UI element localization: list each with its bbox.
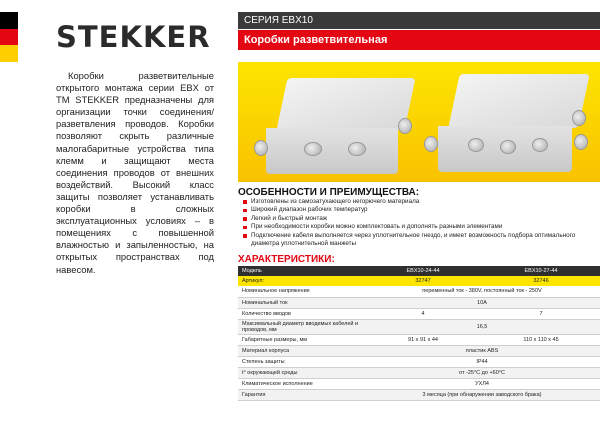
row-value: 7 bbox=[482, 308, 600, 319]
table-row bbox=[238, 345, 600, 356]
row-value: пластик ABS bbox=[364, 345, 600, 356]
article-value: 32747 bbox=[364, 276, 482, 286]
characteristics-title: ХАРАКТЕРИСТИКИ: bbox=[238, 254, 335, 265]
row-value: 10A bbox=[364, 297, 600, 308]
article-row bbox=[238, 276, 600, 286]
table-row bbox=[238, 297, 600, 308]
feature-item: Подключение кабеля выполняется через уплотнительное гнездо, и имеет возможность подбора оптимального диаметра уплотнительной манжеты bbox=[242, 232, 597, 249]
series-label: СЕРИЯ EBX10 bbox=[238, 12, 600, 29]
product-title: Коробки разветвительная bbox=[238, 30, 600, 50]
row-value: 91 x 91 x 44 bbox=[364, 334, 482, 345]
table-row bbox=[238, 389, 600, 400]
features-title: ОСОБЕННОСТИ И ПРЕИМУЩЕСТВА: bbox=[238, 187, 420, 198]
feature-item: Легкий и быстрый монтаж bbox=[242, 215, 597, 223]
row-label: Материал корпуса bbox=[238, 345, 364, 356]
product-photo bbox=[238, 62, 600, 182]
junction-box-image bbox=[248, 78, 418, 183]
feature-item: Широкий диапазон рабочих температур bbox=[242, 206, 597, 214]
junction-box-image bbox=[414, 74, 594, 182]
row-label: Гарантия bbox=[238, 389, 364, 400]
header-cell: EBX10-24-44 bbox=[364, 266, 482, 276]
row-value: УХЛ4 bbox=[364, 378, 600, 389]
row-value: 16,5 bbox=[364, 319, 600, 334]
specifications-table bbox=[238, 266, 600, 401]
row-label: Степень защиты bbox=[238, 356, 364, 367]
table-header-row bbox=[238, 266, 600, 276]
row-value: переменный ток - 380V, постоянный ток - 250V bbox=[364, 286, 600, 297]
table-row bbox=[238, 286, 600, 297]
row-label: Номинальный ток bbox=[238, 297, 364, 308]
header-cell: Модель bbox=[238, 266, 364, 276]
row-value: 4 bbox=[364, 308, 482, 319]
table-row bbox=[238, 378, 600, 389]
table-row bbox=[238, 356, 600, 367]
brand-logo: STEKKER bbox=[56, 20, 211, 54]
row-label: Габаритные размеры, мм bbox=[238, 334, 364, 345]
row-value: 110 x 110 x 45 bbox=[482, 334, 600, 345]
german-flag bbox=[0, 12, 18, 62]
table-row bbox=[238, 308, 600, 319]
header-cell: EBX10-27-44 bbox=[482, 266, 600, 276]
row-label: Номинальное напряжение bbox=[238, 286, 364, 297]
row-value: 3 месяца (при обнаружении заводского брака) bbox=[364, 389, 600, 400]
row-label: Количество вводов bbox=[238, 308, 364, 319]
row-value: от -25°С до +60°С bbox=[364, 367, 600, 378]
product-description: Коробки разветвительные открытого монтажа серии EBX от ТМ STEKKER предназначены для организации точки соединения/разветвления проводов. Коробки позволяют скрыть различные малогабаритные устройства типа клемм и защищают места соединения проводов от внешних воздействий. Высокий класс защиты позволяет устанавливать коробки в сложных эксплуатационных условиях – в помещениях с повышенной влажностью и запыленностью, на открытых пространствах под навесом. bbox=[56, 70, 214, 275]
article-value: 32746 bbox=[482, 276, 600, 286]
row-label: Климатическое исполнение bbox=[238, 378, 364, 389]
article-label: Артикул: bbox=[238, 276, 364, 286]
row-label: Максимальный диаметр вводимых кабелей и проводов, мм bbox=[238, 319, 364, 334]
table-row bbox=[238, 319, 600, 334]
table-row bbox=[238, 334, 600, 345]
features-list bbox=[242, 198, 597, 248]
row-label: t° окружающей среды bbox=[238, 367, 364, 378]
row-value: IP44 bbox=[364, 356, 600, 367]
table-row bbox=[238, 367, 600, 378]
feature-item: При необходимости коробки можно комплектовать и дополнять разными элементами bbox=[242, 223, 597, 231]
feature-item: Изготовлены из самозатухающего негорючего материала bbox=[242, 198, 597, 206]
